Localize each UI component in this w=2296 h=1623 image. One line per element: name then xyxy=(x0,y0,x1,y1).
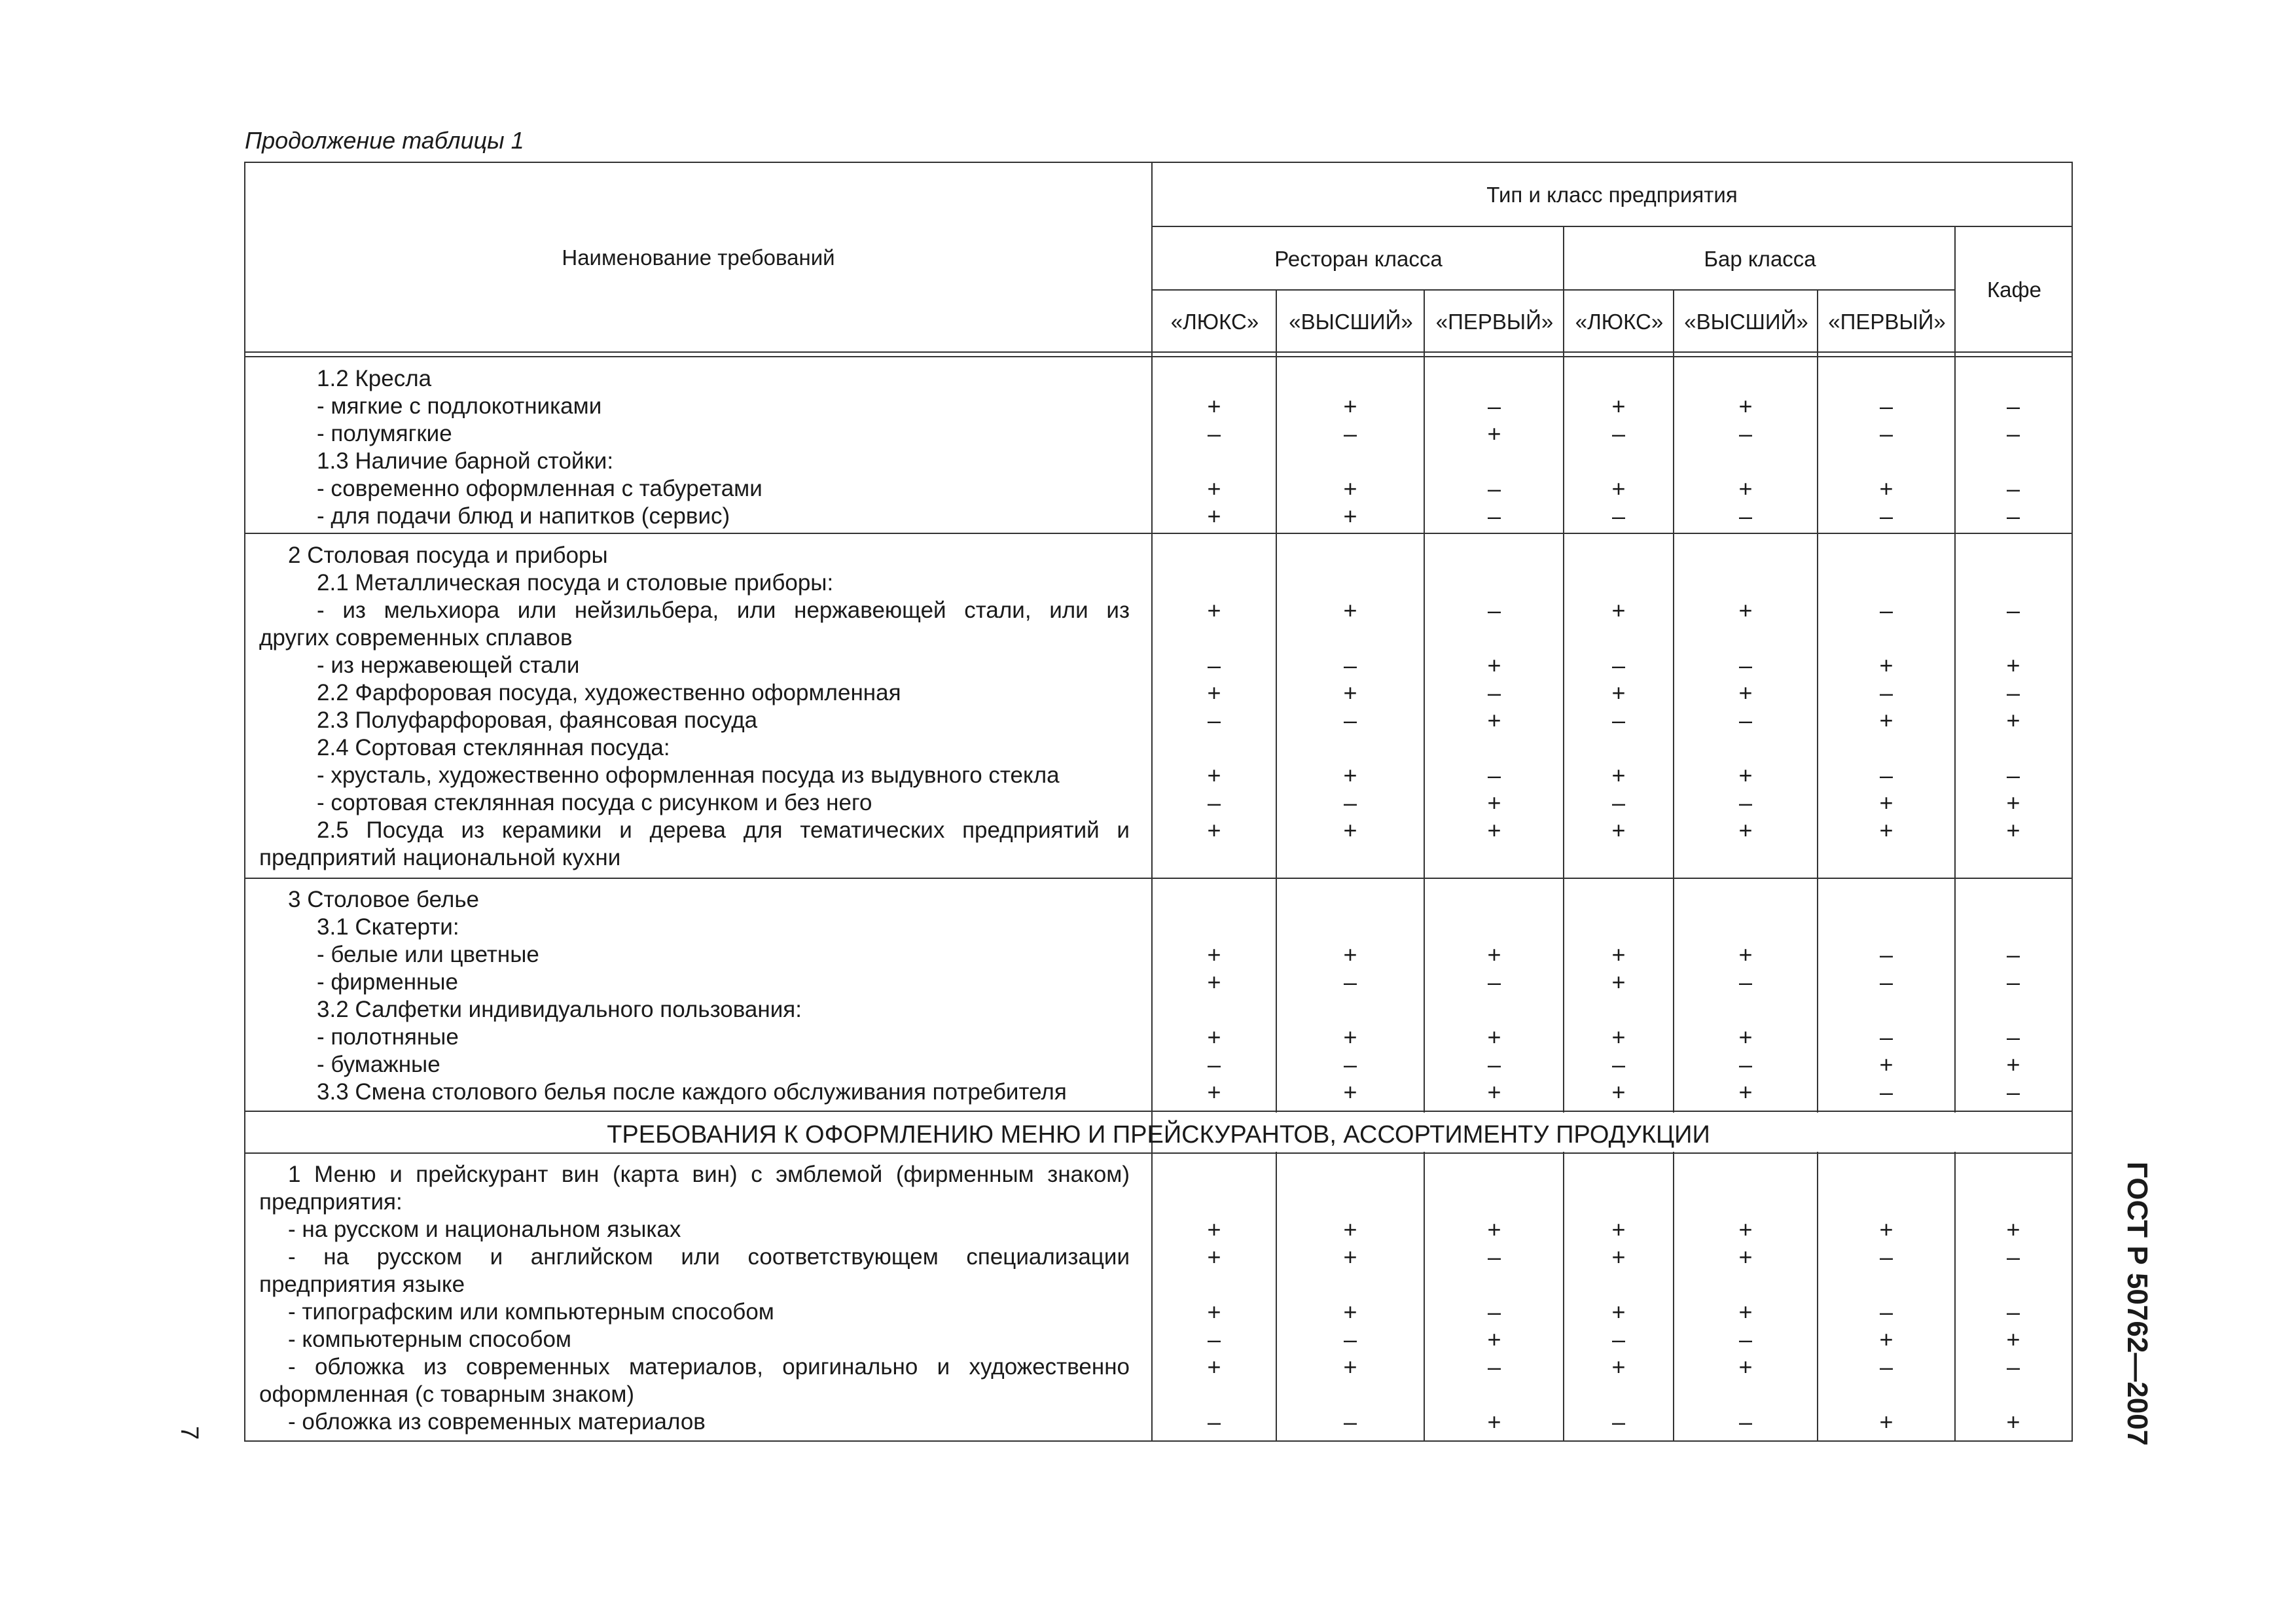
mark-plus: + xyxy=(1487,1079,1501,1105)
mark-minus: – xyxy=(1611,789,1626,816)
mark-plus: + xyxy=(1487,817,1501,844)
mark-plus: + xyxy=(1207,817,1221,844)
mark-minus: – xyxy=(2006,1243,2020,1270)
mark-plus: + xyxy=(1738,679,1753,706)
header-cafe: Кафе xyxy=(1986,277,2042,302)
requirement-line: - обложка из современных материалов xyxy=(288,1409,706,1435)
table-block-3 xyxy=(259,886,1130,1106)
mark-minus: – xyxy=(1738,652,1753,679)
requirement-line: других современных сплавов xyxy=(259,625,573,651)
mark-plus: + xyxy=(1487,1326,1501,1353)
mark-plus: + xyxy=(1207,1024,1221,1050)
mark-plus: + xyxy=(1343,941,1357,968)
mark-minus: – xyxy=(1611,1408,1626,1435)
requirement-line: 2 Столовая посуда и приборы xyxy=(288,543,608,568)
requirement-line: - на русском и английском или соответствующем специализации xyxy=(288,1244,1130,1270)
mark-plus: + xyxy=(1487,707,1501,734)
mark-plus: + xyxy=(1343,1353,1357,1380)
mark-minus: – xyxy=(1487,1051,1501,1078)
mark-plus: + xyxy=(1343,679,1357,706)
mark-minus: – xyxy=(1487,969,1501,995)
mark-minus: – xyxy=(1879,762,1893,789)
mark-minus: – xyxy=(1487,1243,1501,1270)
requirement-line: 1 Меню и прейскурант вин (карта вин) с эмблемой (фирменным знаком) xyxy=(288,1162,1130,1187)
mark-minus: – xyxy=(1738,789,1753,816)
mark-plus: + xyxy=(1343,1079,1357,1105)
mark-plus: + xyxy=(1738,1353,1753,1380)
mark-plus: + xyxy=(1738,1079,1753,1105)
mark-plus: + xyxy=(1611,475,1626,502)
mark-plus: + xyxy=(1343,1216,1357,1243)
mark-plus: + xyxy=(1738,475,1753,502)
requirement-line: 3.1 Скатерти: xyxy=(317,914,459,940)
mark-minus: – xyxy=(1487,762,1501,789)
mark-plus: + xyxy=(1879,1051,1893,1078)
mark-minus: – xyxy=(1611,1051,1626,1078)
mark-plus: + xyxy=(1611,679,1626,706)
mark-plus: + xyxy=(1879,1326,1893,1353)
mark-plus: + xyxy=(2006,1408,2020,1435)
mark-minus: – xyxy=(1207,1326,1221,1353)
requirement-line: - из нержавеющей стали xyxy=(317,652,580,678)
mark-minus: – xyxy=(2006,679,2020,706)
mark-plus: + xyxy=(1343,762,1357,789)
mark-minus: – xyxy=(2006,393,2020,419)
header-class-high-restaurant: «ВЫСШИЙ» xyxy=(1289,309,1413,334)
mark-plus: + xyxy=(2006,1051,2020,1078)
mark-plus: + xyxy=(1207,1216,1221,1243)
mark-plus: + xyxy=(1207,1079,1221,1105)
mark-plus: + xyxy=(1487,941,1501,968)
requirement-line: - компьютерным способом xyxy=(288,1327,571,1352)
mark-plus: + xyxy=(1738,1216,1753,1243)
mark-minus: – xyxy=(1738,420,1753,447)
mark-plus: + xyxy=(1738,1298,1753,1325)
table-block-1 xyxy=(259,365,1130,530)
mark-plus: + xyxy=(2006,1326,2020,1353)
standard-designation: ГОСТ Р 50762—2007 xyxy=(2121,1162,2153,1446)
requirement-line: - обложка из современных материалов, оригинально и художественно xyxy=(288,1354,1130,1380)
mark-plus: + xyxy=(1738,597,1753,624)
mark-plus: + xyxy=(1611,1079,1626,1105)
mark-plus: + xyxy=(1611,762,1626,789)
table-caption: Продолжение таблицы 1 xyxy=(245,127,524,154)
mark-minus: – xyxy=(1343,652,1357,679)
header-class-lux-restaurant: «ЛЮКС» xyxy=(1170,309,1259,334)
mark-minus: – xyxy=(1343,1051,1357,1078)
mark-minus: – xyxy=(2006,420,2020,447)
mark-plus: + xyxy=(2006,652,2020,679)
mark-plus: + xyxy=(1738,393,1753,419)
mark-minus: – xyxy=(1879,393,1893,419)
mark-plus: + xyxy=(1879,652,1893,679)
mark-minus: – xyxy=(2006,1079,2020,1105)
mark-minus: – xyxy=(1487,679,1501,706)
mark-plus: + xyxy=(1879,475,1893,502)
mark-plus: + xyxy=(1343,503,1357,529)
requirement-line: - сортовая стеклянная посуда с рисунком и без него xyxy=(317,790,872,815)
mark-minus: – xyxy=(1879,1353,1893,1380)
table-block-2 xyxy=(259,542,1130,872)
requirement-line: 2.1 Металлическая посуда и столовые приборы: xyxy=(317,570,834,596)
mark-minus: – xyxy=(1207,707,1221,734)
mark-minus: – xyxy=(1879,1024,1893,1050)
mark-plus: + xyxy=(1343,393,1357,419)
table-block-4 xyxy=(259,1161,1130,1436)
mark-minus: – xyxy=(1207,1051,1221,1078)
header-type-class: Тип и класс предприятия xyxy=(1486,183,1738,207)
mark-plus: + xyxy=(1343,475,1357,502)
mark-minus: – xyxy=(1487,393,1501,419)
mark-plus: + xyxy=(1343,597,1357,624)
mark-plus: + xyxy=(1487,1408,1501,1435)
requirement-line: - бумажные xyxy=(317,1052,440,1077)
requirement-line: - мягкие с подлокотниками xyxy=(317,393,602,419)
mark-plus: + xyxy=(1343,1243,1357,1270)
mark-minus: – xyxy=(1879,503,1893,529)
mark-minus: – xyxy=(1738,1326,1753,1353)
mark-plus: + xyxy=(1487,1024,1501,1050)
header-bar: Бар класса xyxy=(1704,246,1816,271)
mark-plus: + xyxy=(1487,420,1501,447)
mark-plus: + xyxy=(1738,941,1753,968)
mark-minus: – xyxy=(1207,1408,1221,1435)
mark-plus: + xyxy=(1879,789,1893,816)
mark-plus: + xyxy=(1343,817,1357,844)
requirement-line: 3.2 Салфетки индивидуального пользования: xyxy=(317,997,802,1022)
header-class-high-bar: «ВЫСШИЙ» xyxy=(1684,309,1808,334)
requirement-line: - для подачи блюд и напитков (сервис) xyxy=(317,503,730,529)
header-class-first-restaurant: «ПЕРВЫЙ» xyxy=(1435,309,1554,334)
mark-plus: + xyxy=(1487,1216,1501,1243)
mark-plus: + xyxy=(1611,817,1626,844)
mark-plus: + xyxy=(1738,762,1753,789)
mark-minus: – xyxy=(1487,1353,1501,1380)
mark-plus: + xyxy=(1343,1024,1357,1050)
mark-minus: – xyxy=(1207,420,1221,447)
requirement-line: 2.2 Фарфоровая посуда, художественно оформленная xyxy=(317,680,901,705)
mark-minus: – xyxy=(1879,1298,1893,1325)
requirement-line: 1.2 Кресла xyxy=(317,366,432,391)
mark-plus: + xyxy=(1879,1408,1893,1435)
requirement-line: - белые или цветные xyxy=(317,942,539,967)
mark-plus: + xyxy=(1343,1298,1357,1325)
requirement-line: 2.3 Полуфарфоровая, фаянсовая посуда xyxy=(317,707,758,733)
mark-minus: – xyxy=(2006,1024,2020,1050)
mark-minus: – xyxy=(1879,679,1893,706)
mark-plus: + xyxy=(1207,679,1221,706)
mark-minus: – xyxy=(1611,1326,1626,1353)
mark-minus: – xyxy=(1207,789,1221,816)
mark-minus: – xyxy=(1487,597,1501,624)
requirement-line: - на русском и национальном языках xyxy=(288,1217,681,1242)
mark-minus: – xyxy=(1738,503,1753,529)
mark-minus: – xyxy=(1487,475,1501,502)
requirement-line: - современно оформленная с табуретами xyxy=(317,476,762,501)
requirement-line: - из мельхиора или нейзильбера, или нержавеющей стали, или из xyxy=(317,597,1130,623)
header-class-first-bar: «ПЕРВЫЙ» xyxy=(1828,309,1946,334)
requirement-line: 3 Столовое белье xyxy=(288,887,480,912)
mark-plus: + xyxy=(1487,652,1501,679)
mark-minus: – xyxy=(1738,707,1753,734)
mark-minus: – xyxy=(1738,969,1753,995)
mark-plus: + xyxy=(1207,1298,1221,1325)
mark-plus: + xyxy=(1207,969,1221,995)
mark-plus: + xyxy=(1207,941,1221,968)
mark-plus: + xyxy=(1487,789,1501,816)
requirement-line: предприятий национальной кухни xyxy=(259,845,621,870)
mark-plus: + xyxy=(1207,762,1221,789)
requirement-line: предприятия языке xyxy=(259,1272,465,1297)
header-class-lux-bar: «ЛЮКС» xyxy=(1575,309,1664,334)
mark-plus: + xyxy=(2006,789,2020,816)
mark-minus: – xyxy=(2006,941,2020,968)
mark-minus: – xyxy=(2006,762,2020,789)
mark-minus: – xyxy=(1611,420,1626,447)
mark-plus: + xyxy=(1879,707,1893,734)
requirement-line: - фирменные xyxy=(317,969,458,995)
mark-plus: + xyxy=(1611,393,1626,419)
requirement-line: - полотняные xyxy=(317,1024,459,1050)
requirement-line: 3.3 Смена столового белья после каждого обслуживания потребителя xyxy=(317,1079,1067,1105)
mark-minus: – xyxy=(1879,597,1893,624)
page-number: 7 xyxy=(175,1425,204,1440)
header-restaurant: Ресторан класса xyxy=(1274,246,1443,271)
requirement-line: оформленная (с товарным знаком) xyxy=(259,1382,635,1407)
mark-minus: – xyxy=(1487,503,1501,529)
mark-plus: + xyxy=(1611,597,1626,624)
mark-plus: + xyxy=(1738,817,1753,844)
mark-minus: – xyxy=(1879,420,1893,447)
mark-plus: + xyxy=(1207,597,1221,624)
mark-plus: + xyxy=(1879,817,1893,844)
mark-plus: + xyxy=(1611,1216,1626,1243)
mark-minus: – xyxy=(1879,941,1893,968)
mark-minus: – xyxy=(1207,652,1221,679)
mark-minus: – xyxy=(2006,969,2020,995)
mark-minus: – xyxy=(1611,652,1626,679)
mark-minus: – xyxy=(1343,1408,1357,1435)
mark-plus: + xyxy=(1611,1243,1626,1270)
mark-plus: + xyxy=(1738,1243,1753,1270)
mark-minus: – xyxy=(1611,503,1626,529)
mark-minus: – xyxy=(1738,1408,1753,1435)
mark-minus: – xyxy=(1611,707,1626,734)
mark-plus: + xyxy=(1207,1353,1221,1380)
header-requirements: Наименование требований xyxy=(562,245,835,270)
mark-minus: – xyxy=(1879,1243,1893,1270)
mark-plus: + xyxy=(2006,817,2020,844)
mark-minus: – xyxy=(2006,1353,2020,1380)
mark-minus: – xyxy=(1487,1298,1501,1325)
mark-minus: – xyxy=(1879,969,1893,995)
section-title: ТРЕБОВАНИЯ К ОФОРМЛЕНИЮ МЕНЮ И ПРЕЙСКУРАНТОВ, АССОРТИМЕНТУ ПРОДУКЦИИ xyxy=(607,1121,1710,1149)
requirement-line: 2.5 Посуда из керамики и дерева для тематических предприятий и xyxy=(317,817,1130,843)
mark-minus: – xyxy=(2006,1298,2020,1325)
requirement-line: 1.3 Наличие барной стойки: xyxy=(317,448,614,474)
mark-plus: + xyxy=(1207,503,1221,529)
mark-plus: + xyxy=(1611,1353,1626,1380)
mark-minus: – xyxy=(1879,1079,1893,1105)
mark-plus: + xyxy=(1879,1216,1893,1243)
mark-minus: – xyxy=(1343,969,1357,995)
requirement-line: - типографским или компьютерным способом xyxy=(288,1299,774,1325)
mark-plus: + xyxy=(1207,475,1221,502)
mark-plus: + xyxy=(1611,969,1626,995)
mark-minus: – xyxy=(2006,475,2020,502)
requirement-line: - хрусталь, художественно оформленная посуда из выдувного стекла xyxy=(317,762,1060,788)
requirement-line: - полумягкие xyxy=(317,421,452,446)
mark-minus: – xyxy=(1343,789,1357,816)
mark-plus: + xyxy=(2006,1216,2020,1243)
mark-plus: + xyxy=(2006,707,2020,734)
mark-minus: – xyxy=(1343,1326,1357,1353)
mark-minus: – xyxy=(2006,503,2020,529)
mark-plus: + xyxy=(1611,941,1626,968)
requirement-line: 2.4 Сортовая стеклянная посуда: xyxy=(317,735,670,760)
mark-plus: + xyxy=(1738,1024,1753,1050)
mark-plus: + xyxy=(1207,1243,1221,1270)
mark-minus: – xyxy=(1343,707,1357,734)
mark-plus: + xyxy=(1207,393,1221,419)
mark-plus: + xyxy=(1611,1298,1626,1325)
requirement-line: предприятия: xyxy=(259,1189,403,1215)
mark-minus: – xyxy=(1343,420,1357,447)
mark-plus: + xyxy=(1611,1024,1626,1050)
mark-minus: – xyxy=(2006,597,2020,624)
mark-minus: – xyxy=(1738,1051,1753,1078)
